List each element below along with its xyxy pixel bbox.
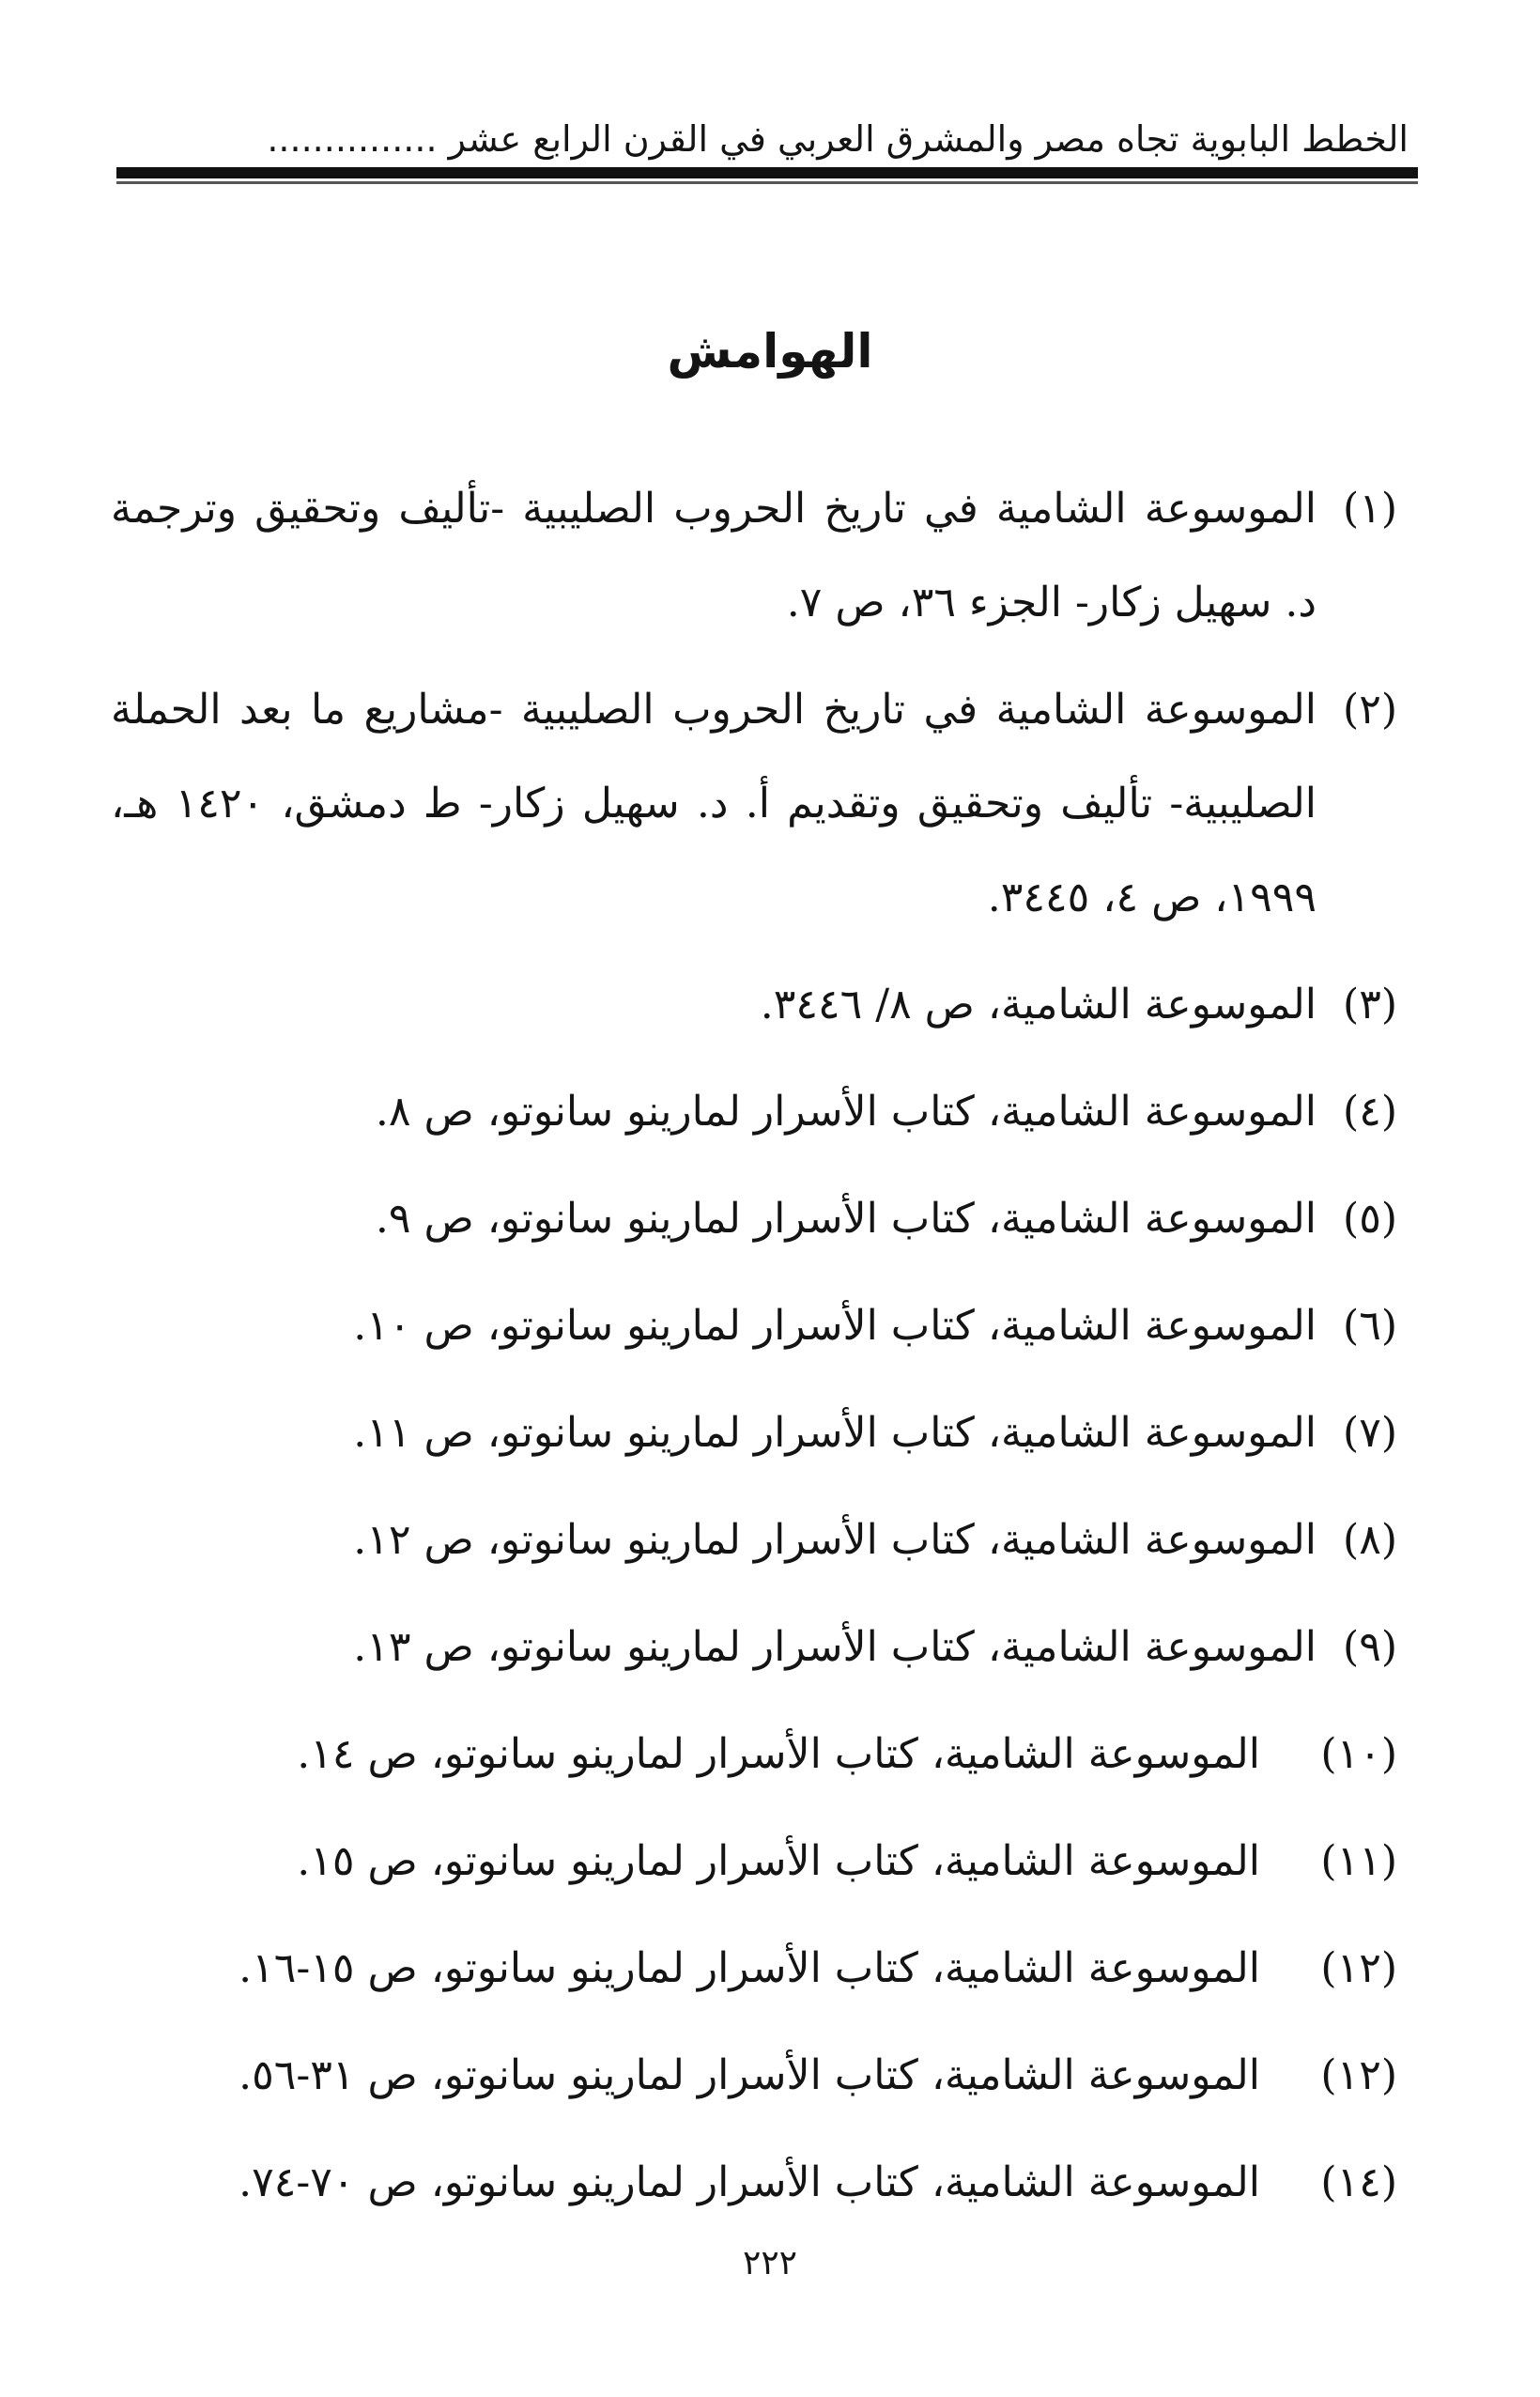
footnote-text: الموسوعة الشامية، كتاب الأسرار لمارينو سانوتو، ص ١٠. <box>353 1302 1317 1350</box>
footnote-number: (١٢) <box>1320 2051 1397 2099</box>
footnote-number: (٥) <box>1343 1195 1397 1243</box>
footnote <box>111 663 1397 945</box>
footnote-text: الموسوعة الشامية، كتاب الأسرار لمارينو سانوتو، ص ١١. <box>353 1409 1317 1457</box>
footnote-text: الموسوعة الشامية في تاريخ الحروب الصليبية -تأليف وتحقيق وترجمة د. سهيل زكار- الجزء ٣٦، ص ٧. <box>111 485 1317 626</box>
footnote <box>111 2029 1397 2123</box>
footnote-text: الموسوعة الشامية، كتاب الأسرار لمارينو سانوتو، ص ٨. <box>375 1088 1317 1136</box>
page-number: ٢٢٢ <box>742 2244 797 2282</box>
footnote-number: (٦) <box>1343 1302 1397 1350</box>
footnote <box>111 1922 1397 2016</box>
footnote-number: (٨) <box>1343 1516 1397 1564</box>
footnote-text: الموسوعة الشامية، كتاب الأسرار لمارينو سانوتو، ص ٣١-٥٦. <box>239 2051 1260 2099</box>
footnote <box>111 958 1397 1052</box>
footnote-number: (١٤) <box>1320 2158 1397 2206</box>
header-rule <box>116 167 1418 178</box>
footnote <box>111 1172 1397 1266</box>
footnote-text: الموسوعة الشامية، كتاب الأسرار لمارينو سانوتو، ص ٧٠-٧٤. <box>239 2158 1260 2206</box>
footnote <box>111 1708 1397 1802</box>
footnote <box>111 1386 1397 1480</box>
footnote-text: الموسوعة الشامية، كتاب الأسرار لمارينو سانوتو، ص ١٤. <box>297 1730 1260 1778</box>
footnote <box>111 1815 1397 1909</box>
footnote-text: الموسوعة الشامية في تاريخ الحروب الصليبية -مشاريع ما بعد الحملة الصليبية- تأليف وتحقيق وتقديم أ. د. سهيل زكار- ط دمشق، ١٤٢٠ هـ، ١٩٩٩، ص ٤، ٣٤٤٥. <box>111 686 1317 921</box>
footnote <box>111 2136 1397 2230</box>
footnote-number: (٩) <box>1343 1623 1397 1671</box>
footnote-number: (١١) <box>1320 1837 1397 1885</box>
footnote-text: الموسوعة الشامية، كتاب الأسرار لمارينو سانوتو، ص ٩. <box>375 1195 1317 1243</box>
footnote-number: (٣) <box>1343 981 1397 1028</box>
footnote-number: (٢) <box>1343 686 1397 734</box>
footnote <box>111 1065 1397 1159</box>
footnote-number: (١٠) <box>1320 1730 1397 1778</box>
footnote-text: الموسوعة الشامية، كتاب الأسرار لمارينو سانوتو، ص ١٥. <box>297 1837 1260 1885</box>
header-rule-thin <box>116 181 1418 184</box>
footnote-text: الموسوعة الشامية، كتاب الأسرار لمارينو سانوتو، ص ١٣. <box>353 1623 1317 1671</box>
footnote-number: (١٢) <box>1320 1944 1397 1992</box>
footnote <box>111 1493 1397 1587</box>
footnotes-list <box>111 462 1397 2243</box>
footnote-text: الموسوعة الشامية، كتاب الأسرار لمارينو سانوتو، ص ١٢. <box>353 1516 1317 1564</box>
footnote-number: (٧) <box>1343 1409 1397 1457</box>
footnote-number: (٤) <box>1343 1088 1397 1136</box>
footnote <box>111 1279 1397 1373</box>
footnote <box>111 1601 1397 1694</box>
footnote-text: الموسوعة الشامية، ص ٨/ ٣٤٤٦. <box>760 981 1317 1028</box>
section-title: الهوامش <box>667 323 873 379</box>
running-header: الخطط البابوية تجاه مصر والمشرق العربي في القرن الرابع عشر ............... <box>267 118 1409 160</box>
footnote <box>111 462 1397 650</box>
footnote-number: (١) <box>1343 485 1397 533</box>
footnote-text: الموسوعة الشامية، كتاب الأسرار لمارينو سانوتو، ص ١٥-١٦. <box>239 1944 1260 1992</box>
